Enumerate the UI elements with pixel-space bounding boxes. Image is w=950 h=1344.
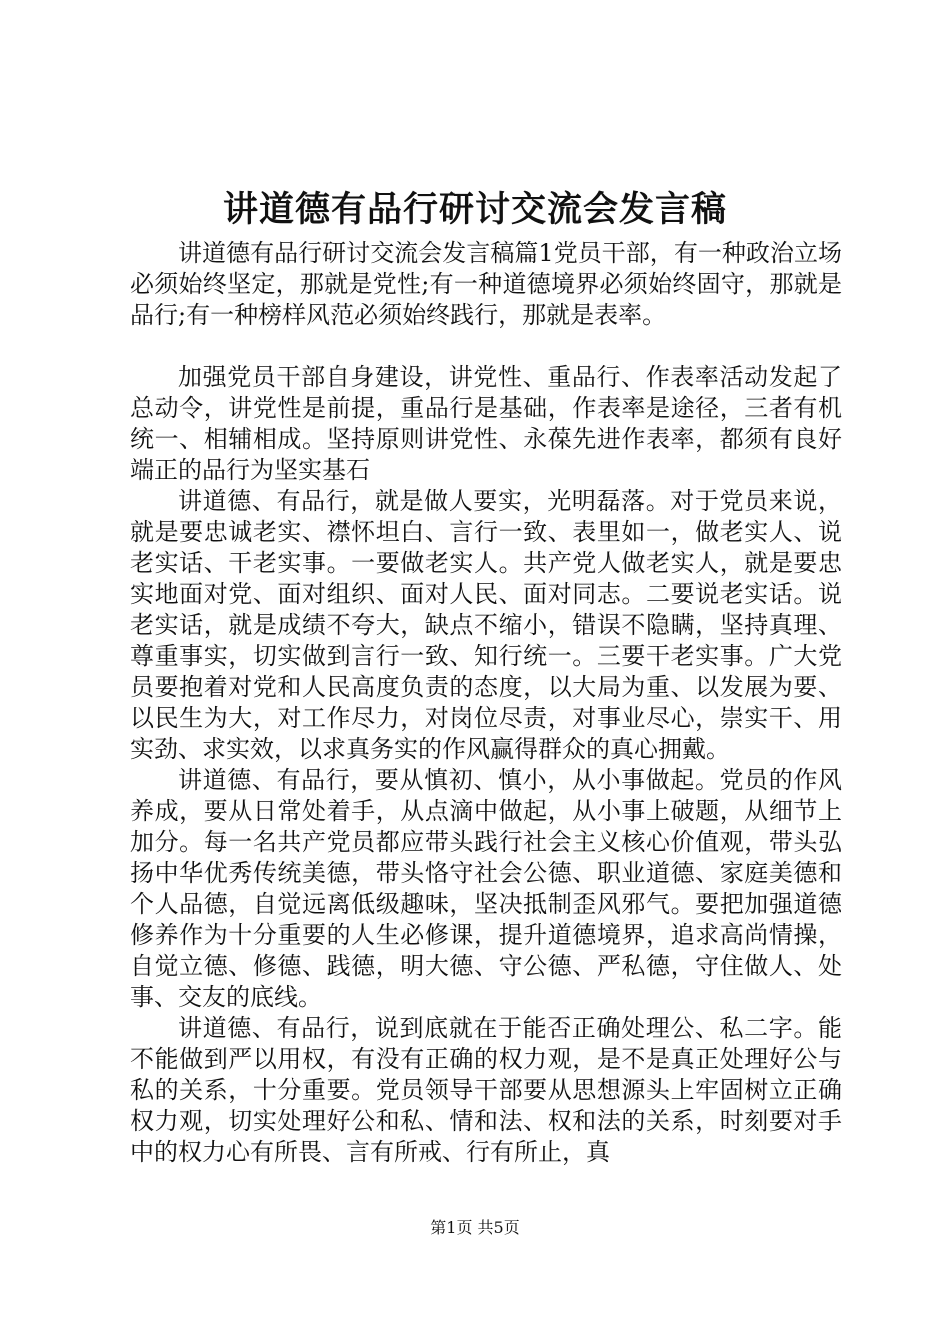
paragraph-1: 讲道德有品行研讨交流会发言稿篇1党员干部，有一种政治立场必须始终坚定，那就是党性;有一种道德境界必须始终固守，那就是品行;有一种榜样风范必须始终践行，那就是表率。 bbox=[130, 239, 842, 329]
paragraph-5: 讲道德、有品行，说到底就在于能否正确处理公、私二字。能不能做到严以用权，有没有正确的权力观，是不是真正处理好公与私的关系，十分重要。党员领导干部要从思想源头上牢固树立正确权力观，切实处理好公和私、情和法、权和法的关系，时刻要对手中的权力心有所畏、言有所戒、行有所止，真 bbox=[130, 1014, 842, 1166]
page-footer: 第1页 共5页 bbox=[430, 1218, 520, 1237]
paragraph-2: 加强党员干部自身建设，讲党性、重品行、作表率活动发起了总动令，讲党性是前提，重品行是基础，作表率是途径，三者有机统一、相辅相成。坚持原则讲党性、永葆先进作表率，都须有良好端正的品行为坚实基石 bbox=[130, 363, 842, 484]
document-body bbox=[130, 238, 842, 1168]
paragraph-4: 讲道德、有品行，要从慎初、慎小，从小事做起。党员的作风养成，要从日常处着手，从点滴中做起，从小事上破题，从细节上加分。每一名共产党员都应带头践行社会主义核心价值观，带头弘扬中华优秀传统美德，带头恪守社会公德、职业道德、家庭美德和个人品德，自觉远离低级趣味，坚决抵制歪风邪气。要把加强道德修养作为十分重要的人生必修课，提升道德境界，追求高尚情操，自觉立德、修德、践德，明大德、守公德、严私德，守住做人、处事、交友的底线。 bbox=[130, 766, 842, 1011]
paragraph-3: 讲道德、有品行，就是做人要实，光明磊落。对于党员来说，就是要忠诚老实、襟怀坦白、言行一致、表里如一，做老实人、说老实话、干老实事。一要做老实人。共产党人做老实人，就是要忠实地面对党、面对组织、面对人民、面对同志。二要说老实话。说老实话，就是成绩不夸大，缺点不缩小，错误不隐瞒，坚持真理、尊重事实，切实做到言行一致、知行统一。三要干老实事。广大党员要抱着对党和人民高度负责的态度，以大局为重、以发展为要、以民生为大，对工作尽力，对岗位尽责，对事业尽心，崇实干、用实劲、求实效，以求真务实的作风赢得群众的真心拥戴。 bbox=[130, 487, 842, 763]
page-title: 讲道德有品行研讨交流会发言稿 bbox=[222, 189, 727, 230]
